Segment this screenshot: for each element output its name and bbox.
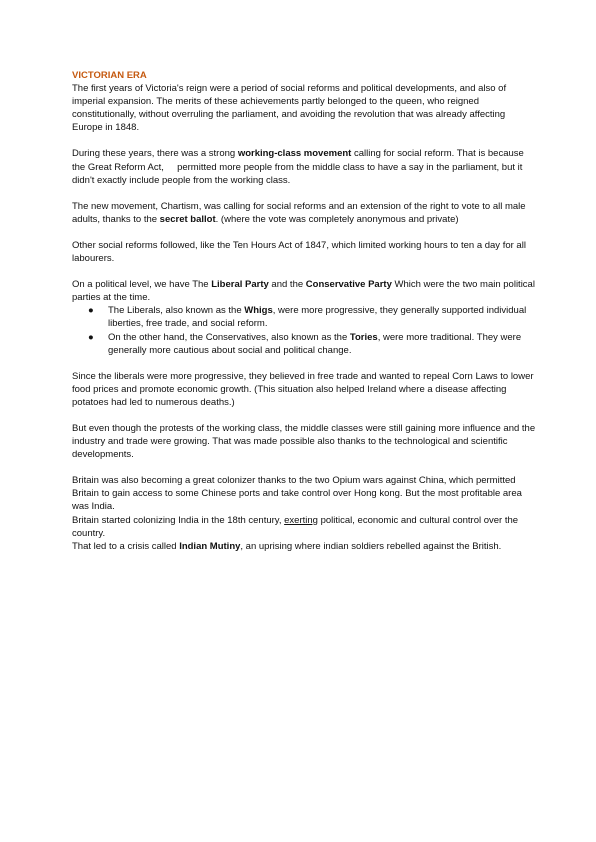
underlined-term-exerting: exerting — [284, 514, 318, 526]
text-span: Britain started colonizing India in the 18th century, — [72, 514, 285, 526]
text-span: The Liberals, also known as the — [108, 305, 245, 317]
bold-term-conservative-party: Conservative Party — [305, 279, 392, 291]
bold-term-whigs: Whigs — [244, 305, 273, 317]
parties-list — [72, 304, 536, 356]
text-span: That led to a crisis called — [72, 540, 180, 552]
text-span: During these years, there was a strong — [72, 148, 238, 160]
text-span: Which were the two main political parties at the time. — [72, 279, 535, 304]
text-span: , were more traditional. They were generally more cautious about social and political change. — [108, 331, 522, 356]
list-item — [88, 331, 536, 357]
document-title: VICTORIAN ERA — [72, 70, 147, 81]
paragraph-free-trade: Since the liberals were more progressive, they believed in free trade and wanted to repeal Corn Laws to lower food prices and promote economic growth. (This situation also helped Ireland where a disease affecting potatoes had led to numerous deaths.) — [72, 370, 534, 408]
text-span: On the other hand, the Conservatives, also known as the — [108, 331, 350, 343]
paragraph-middle-classes: But even though the protests of the working class, the middle classes were still gaining more influence and the industry and trade were growing. That was made possible also thanks to the technological and scientific developments. — [72, 422, 536, 461]
text-span: political, economic and cultural control over the country. — [72, 514, 519, 539]
paragraph-india — [72, 514, 536, 540]
paragraph-working-class — [72, 147, 536, 186]
text-span: The new movement, Chartism, was calling for social reforms and an extension of the right to vote to all male adults, thanks to the — [72, 200, 526, 225]
text-span: and the — [268, 279, 306, 291]
bold-term-tories: Tories — [349, 331, 378, 343]
text-span: . (where the vote was completely anonymous and private) — [215, 213, 459, 225]
text-span: , an uprising where indian soldiers rebelled against the British. — [240, 540, 502, 552]
bold-term-liberal-party: Liberal Party — [211, 279, 269, 291]
paragraph-political-parties — [72, 278, 536, 304]
paragraph-chartism — [72, 200, 536, 226]
text-span: On a political level, we have The — [72, 279, 212, 291]
paragraph-social-reforms: Other social reforms followed, like the Ten Hours Act of 1847, which limited working hours to ten a day for all labourers. — [72, 239, 526, 265]
text-span: calling for social reform. That is because the Great Reform Act, permitted more people from the middle class to have a say in the parliament, but it didn't exactly include people from the working class. — [72, 148, 527, 186]
list-item — [88, 304, 536, 330]
bold-term-secret-ballot: secret ballot — [159, 213, 216, 225]
paragraph-indian-mutiny — [72, 540, 536, 553]
text-span: , were more progressive, they generally supported individual liberties, free trade, and social reform. — [108, 305, 527, 330]
paragraph-reign: The first years of Victoria's reign were a period of social reforms and political developments, and also of imperial expansion. The merits of these achievements partly belonged to the queen, who reigned constitutionally, without overruling the parliament, and avoiding the revolution that was already affecting Europe in 1848. — [72, 83, 507, 134]
bullet-icon: ● — [88, 331, 94, 343]
paragraph-colonizer: Britain was also becoming a great colonizer thanks to the two Opium wars against China, which permitted Britain to gain access to some Chinese ports and take control over Hong kong. But the most profitable area was India. — [72, 475, 522, 513]
bold-term-working-class-movement: working-class movement — [237, 148, 352, 160]
bold-term-indian-mutiny: Indian Mutiny — [179, 540, 241, 552]
bullet-icon: ● — [88, 305, 94, 317]
